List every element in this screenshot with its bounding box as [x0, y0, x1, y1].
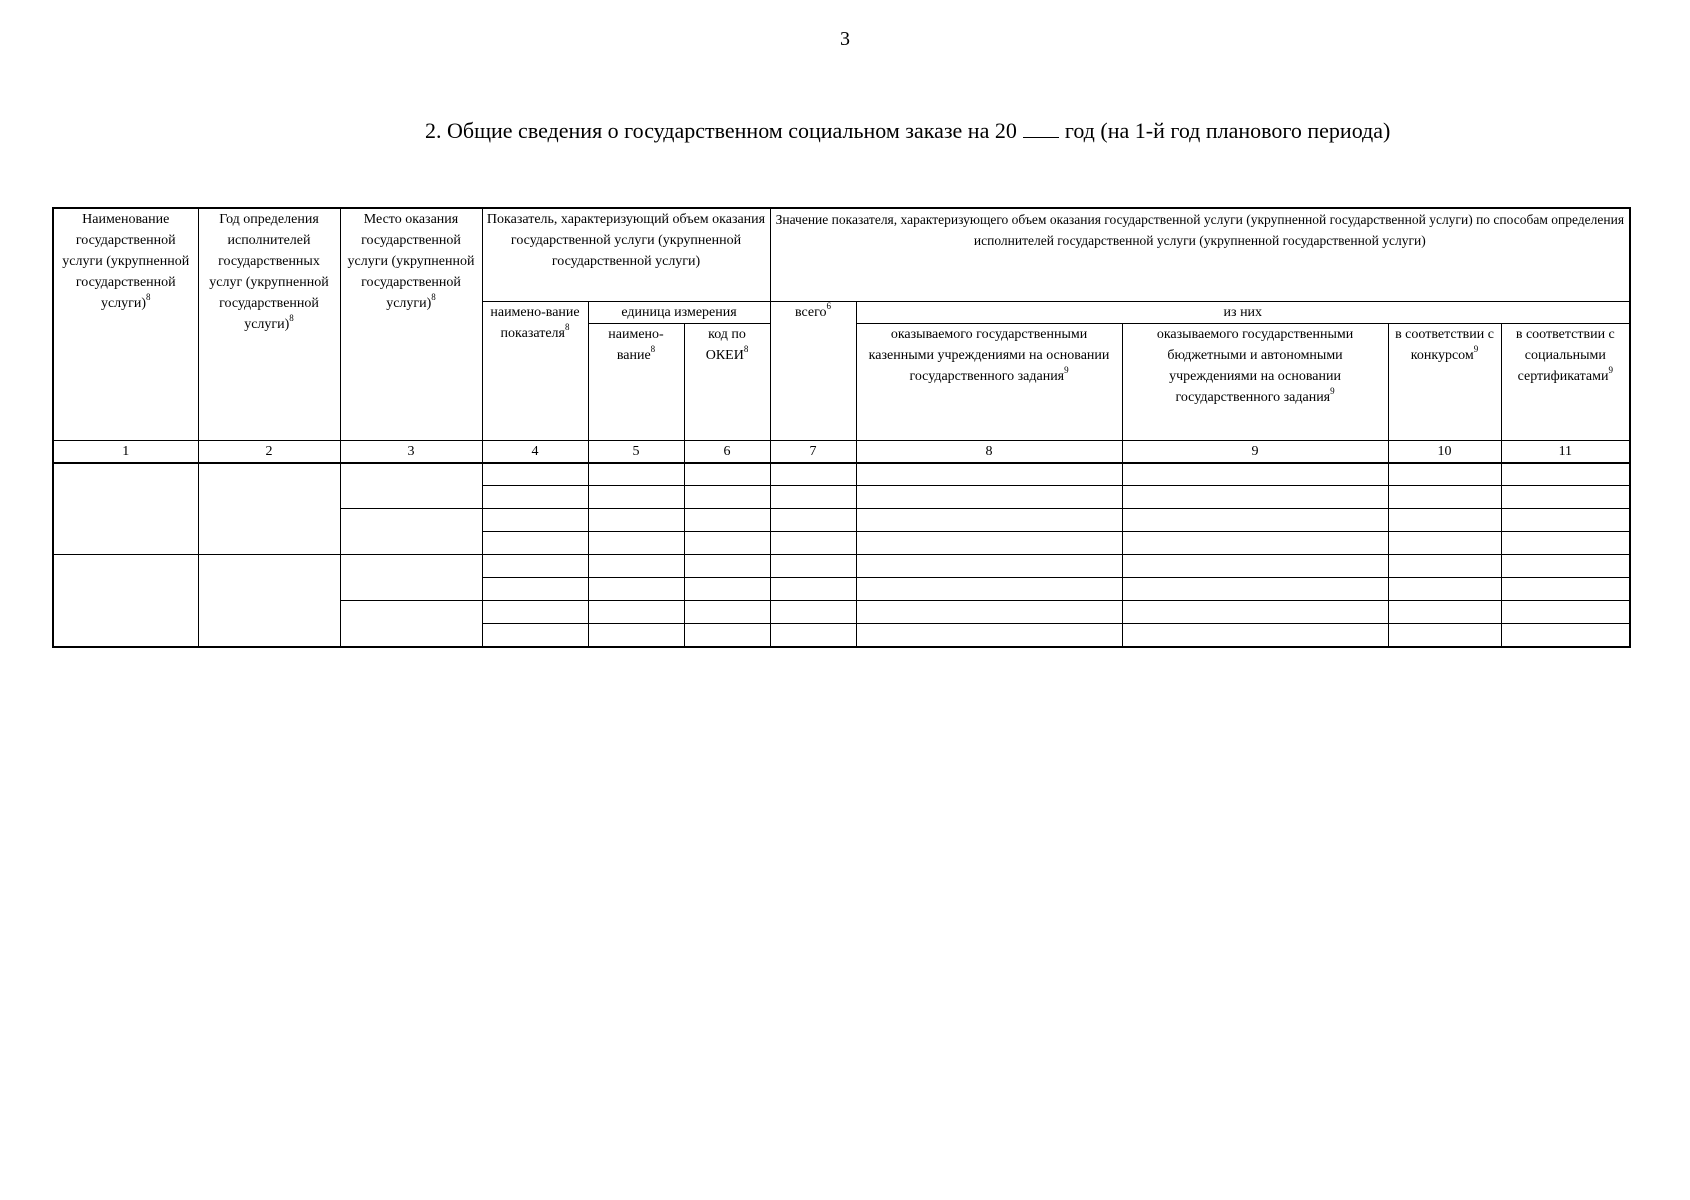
cell-kazennye[interactable] [856, 486, 1122, 509]
header-value-group: Значение показателя, характеризующего объем оказания государственной услуги (укрупненной государственной услуги) по способам определения исполнителей государственной услуги (укрупненной государственной услуги) [770, 208, 1630, 301]
cell-unit-name[interactable] [588, 578, 684, 601]
section-title [425, 118, 1390, 144]
cell-indicator-name[interactable] [482, 578, 588, 601]
header-unit-group: единица измерения [588, 301, 770, 323]
cell-competition[interactable] [1388, 486, 1501, 509]
cell-place[interactable] [340, 555, 482, 601]
cell-kazennye[interactable] [856, 624, 1122, 647]
cell-unit-name[interactable] [588, 509, 684, 532]
column-number: 10 [1388, 440, 1501, 463]
cell-unit-name[interactable] [588, 555, 684, 578]
cell-kazennye[interactable] [856, 601, 1122, 624]
cell-total[interactable] [770, 624, 856, 647]
cell-competition[interactable] [1388, 624, 1501, 647]
cell-budget[interactable] [1122, 486, 1388, 509]
cell-competition[interactable] [1388, 578, 1501, 601]
cell-place[interactable] [340, 509, 482, 555]
cell-certificates[interactable] [1501, 463, 1630, 486]
cell-year[interactable] [198, 463, 340, 555]
cell-budget[interactable] [1122, 624, 1388, 647]
header-total: всего$^6$ [770, 301, 856, 440]
cell-certificates[interactable] [1501, 555, 1630, 578]
header-certificates: в соответствии с социальными сертификатами$^9$ [1501, 323, 1630, 440]
cell-okei-code[interactable] [684, 532, 770, 555]
cell-unit-name[interactable] [588, 486, 684, 509]
table-row [53, 555, 1630, 578]
cell-service-name[interactable] [53, 555, 198, 647]
cell-unit-name[interactable] [588, 601, 684, 624]
cell-certificates[interactable] [1501, 601, 1630, 624]
social-order-table [52, 207, 1631, 648]
year-blank [1023, 119, 1059, 138]
header-place: Место оказания государственной услуги (укрупненной государственной услуги)$^8$ [340, 208, 482, 440]
column-number: 6 [684, 440, 770, 463]
cell-unit-name[interactable] [588, 463, 684, 486]
cell-total[interactable] [770, 532, 856, 555]
cell-total[interactable] [770, 463, 856, 486]
table-row [53, 463, 1630, 486]
cell-total[interactable] [770, 601, 856, 624]
cell-okei-code[interactable] [684, 463, 770, 486]
cell-budget[interactable] [1122, 509, 1388, 532]
cell-indicator-name[interactable] [482, 601, 588, 624]
cell-kazennye[interactable] [856, 463, 1122, 486]
cell-total[interactable] [770, 486, 856, 509]
header-indicator-name: наимено-вание показателя$^8$ [482, 301, 588, 440]
cell-okei-code[interactable] [684, 601, 770, 624]
section-title-start: 2. Общие сведения о государственном социальном заказе на 20 [425, 118, 1017, 143]
cell-year[interactable] [198, 555, 340, 647]
section-title-end: год (на 1-й год планового периода) [1064, 118, 1391, 143]
cell-kazennye[interactable] [856, 578, 1122, 601]
cell-total[interactable] [770, 509, 856, 532]
cell-place[interactable] [340, 601, 482, 647]
cell-competition[interactable] [1388, 532, 1501, 555]
header-competition: в соответствии с конкурсом$^9$ [1388, 323, 1501, 440]
column-number: 1 [53, 440, 198, 463]
cell-service-name[interactable] [53, 463, 198, 555]
column-number: 11 [1501, 440, 1630, 463]
cell-place[interactable] [340, 463, 482, 509]
cell-okei-code[interactable] [684, 624, 770, 647]
cell-certificates[interactable] [1501, 509, 1630, 532]
header-state-task-kazennye: оказываемого государственными казенными учреждениями на основании государственного задания$^9$ [856, 323, 1122, 440]
header-unit-name: наимено-вание$^8$ [588, 323, 684, 440]
cell-okei-code[interactable] [684, 578, 770, 601]
cell-competition[interactable] [1388, 509, 1501, 532]
cell-kazennye[interactable] [856, 509, 1122, 532]
cell-competition[interactable] [1388, 463, 1501, 486]
header-indicator-group: Показатель, характеризующий объем оказания государственной услуги (укрупненной государственной услуги) [482, 208, 770, 301]
cell-indicator-name[interactable] [482, 555, 588, 578]
column-number: 5 [588, 440, 684, 463]
cell-certificates[interactable] [1501, 486, 1630, 509]
cell-budget[interactable] [1122, 463, 1388, 486]
header-okei-code: код по ОКЕИ$^8$ [684, 323, 770, 440]
cell-indicator-name[interactable] [482, 624, 588, 647]
cell-budget[interactable] [1122, 532, 1388, 555]
cell-certificates[interactable] [1501, 532, 1630, 555]
column-number: 8 [856, 440, 1122, 463]
cell-okei-code[interactable] [684, 555, 770, 578]
cell-certificates[interactable] [1501, 624, 1630, 647]
cell-indicator-name[interactable] [482, 532, 588, 555]
header-year: Год определения исполнителей государственных услуг (укрупненной государственной услуги)$^8$ [198, 208, 340, 440]
cell-certificates[interactable] [1501, 578, 1630, 601]
cell-total[interactable] [770, 555, 856, 578]
column-number: 4 [482, 440, 588, 463]
cell-total[interactable] [770, 578, 856, 601]
column-number: 9 [1122, 440, 1388, 463]
cell-competition[interactable] [1388, 555, 1501, 578]
cell-competition[interactable] [1388, 601, 1501, 624]
page-number: 3 [840, 28, 850, 50]
cell-kazennye[interactable] [856, 555, 1122, 578]
cell-okei-code[interactable] [684, 509, 770, 532]
cell-budget[interactable] [1122, 555, 1388, 578]
cell-budget[interactable] [1122, 601, 1388, 624]
column-number: 7 [770, 440, 856, 463]
header-state-task-budget: оказываемого государственными бюджетными и автономными учреждениями на основании государственного задания$^9$ [1122, 323, 1388, 440]
cell-unit-name[interactable] [588, 532, 684, 555]
column-number: 2 [198, 440, 340, 463]
cell-budget[interactable] [1122, 578, 1388, 601]
table-body [53, 463, 1630, 647]
header-of-them: из них [856, 301, 1630, 323]
cell-indicator-name[interactable] [482, 463, 588, 486]
cell-indicator-name[interactable] [482, 486, 588, 509]
cell-indicator-name[interactable] [482, 509, 588, 532]
cell-kazennye[interactable] [856, 532, 1122, 555]
cell-okei-code[interactable] [684, 486, 770, 509]
cell-unit-name[interactable] [588, 624, 684, 647]
header-service-name: Наименование государственной услуги (укрупненной государственной услуги)$^8$ [53, 208, 198, 440]
column-number: 3 [340, 440, 482, 463]
